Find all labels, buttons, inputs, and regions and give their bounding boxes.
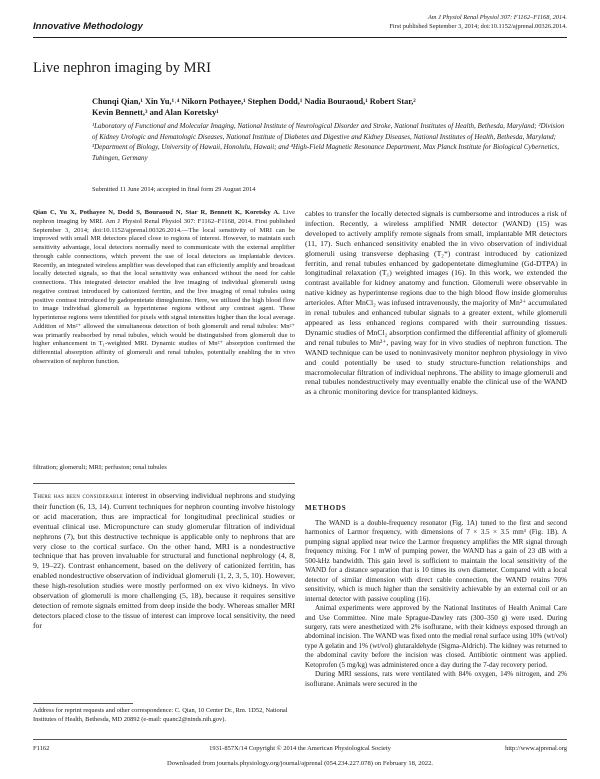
copyright-line: 1931-857X/14 Copyright © 2014 the American Physiological Society	[209, 745, 391, 752]
introduction	[33, 491, 295, 631]
page-number: F1162	[33, 745, 50, 752]
correspondence-footnote: Address for reprint requests and other correspondence: C. Qian, 10 Center Dr., Rm. 1D52, National Institutes of Health, Bethesda, MD 20892 (e-mail: quanc2@ninds.nih.gov).	[33, 707, 288, 723]
abstract-citation: Qian C, Yu X, Pothayee N, Dodd S, Bouraoud N, Star R, Bennett K, Koretsky A.	[33, 209, 280, 216]
authors-line-1: Chunqi Qian,¹ Xin Yu,¹˒⁴ Nikorn Pothayee,¹ Stephen Dodd,¹ Nadia Bouraoud,¹ Robert Star,²	[92, 97, 416, 106]
header-divider	[33, 37, 567, 38]
abstract-text: Live nephron imaging by MRI. Am J Physiol Renal Physiol 307: F1162–F1168, 2014. First published September 3, 2014; doi:10.1152/ajprenal.00326.2014.—The local sensitivity of MRI can be improved with small MR detectors placed close to regions of interest. However, to maintain such sensitivity advantage, local detectors normally need to communicate with the external amplifier through cable connections, which prevent the use of local detectors as implantable devices. Recently, an integrated wireless amplifier was developed that can efficiently amplify and broadcast locally detected signals, so that the local sensitivity was enhanced without the need for cable connections. This integrated detector enabled the live imaging of individual glomeruli using negative contrast introduced by cationized ferritin, and the live imaging of renal tubules using positive contrast introduced by gadopentetate dimeglumine. Here, we utilized the high blood flow to image individual glomeruli as hyperintense regions without any contrast agent. These hyperintense regions were identified for pixels with signal intensities higher than the local average. Addition of Mn²⁺ allowed the simultaneous detection of both glomeruli and renal tubules: Mn²⁺ was primarily reabsorbed by renal tubules, which would be distinguished from glomeruli due to higher enhancement in T₁-weighted MRI. Dynamic studies of Mn²⁺ absorption confirmed the differential absorption affinity of glomeruli and renal tubules, potentially enabling the in vivo observation of nephron function.	[33, 209, 295, 365]
published-line: First published September 3, 2014; doi:10.1152/ajprenal.00326.2014.	[389, 22, 567, 30]
submission-dates: Submitted 11 June 2014; accepted in final form 29 August 2014	[92, 186, 256, 193]
section-label: Innovative Methodology	[33, 21, 143, 32]
affiliations: ¹Laboratory of Functional and Molecular Imaging, National Institute of Neurological Disorder and Stroke, National Institutes of Health, Bethesda, Maryland; ²Division of Kidney Urologic and Hematologic Diseases, National Institute of Diabetes and Digestive and Kidney Diseases, National Institutes of Health, Bethesda, Maryland; ³Department of Biology, University of Hawaii, Honolulu, Hawaii; and ⁴High-Field Magnetic Resonance Department, Max Planck Institute for Biological Cybernetics, Tubingen, Germany	[92, 122, 565, 162]
footnote-divider	[33, 703, 133, 704]
methods-heading: METHODS	[305, 504, 347, 512]
methods-paragraph: Animal experiments were approved by the National Institutes of Health Animal Care and Use Committee. Nine male Sprague-Dawley rats (300–350 g) were used. During surgery, rats were anesthetized with 2% isoflurane, with their kidneys exposed through an abdominal incision. The WAND was fixed onto the medial renal surface using 10% (wt/vol) type A gelatin and 1% (wt/vol) glutaraldehyde (Sigma-Aldrich). The kidney was returned to the abdominal cavity before the incision was closed. Antibiotic ointment was applied. Ketoprofen (5 mg/kg) was administered once a day during the 7-day recovery period.	[305, 604, 567, 669]
journal-citation-line: Am J Physiol Renal Physiol 307: F1162–F1168, 2014.	[427, 14, 567, 21]
methods-paragraph: During MRI sessions, rats were ventilated with 84% oxygen, 14% nitrogen, and 2% isoflurane. Animals were secured in the	[305, 670, 567, 688]
author-list	[92, 96, 560, 118]
download-notice: Downloaded from journals.physiology.org/journal/ajprenal (054.234.227.078) on February 18, 2022.	[166, 760, 434, 767]
intro-continued: cables to transfer the locally detected signals is cumbersome and introduces a risk of infection. Recently, a wireless amplified NMR detector (WAND) (15) was developed to actively amplify remote signals from small, implantable MR detectors (11, 17). Such enhanced sensitivity enabled the in vivo observation of individual glomeruli using transverse dephasing (T₂*) contrast introduced by cationized ferritin, and renal tubules enhanced by gadopentetate dimeglumine (Gd-DTPA) in longitudinal relaxation (T₁) weighted images (16). In this work, we extended the contrast available for kidney anatomy and function. Glomeruli were observable in native kidney as hyperintense regions due to the high blood flow inside glomerulus arterioles. After MnCl₂ was infused intravenously, the majority of Mn²⁺ accumulated in renal tubules and enhanced tubular signals to a greater extent, while glomeruli appeared as less enhanced regions compared with their surrounding tissues. Dynamic studies of MnCl₂ absorption confirmed the differential affinity of glomeruli and renal tubules to Mn²⁺, paving way for in vivo studies of nephron function. The WAND technique can be used to noninvasively monitor nephron physiology in vivo and could potentially be used to study structure-function relationships and macromolecular filtration of individual nephrons. The ability to image glomeruli and renal tubules nondestructively may eventually enable the clinical use of the WAND as a chronic monitoring device for transplanted kidneys.	[305, 209, 568, 397]
journal-reference	[389, 14, 567, 31]
methods-section	[305, 519, 567, 689]
journal-url[interactable]: http://www.ajprenal.org	[505, 745, 567, 752]
authors-line-2: Kevin Bennett,³ and Alan Koretsky¹	[92, 108, 219, 117]
methods-paragraph: The WAND is a double-frequency resonator (Fig. 1A) tuned to the first and second harmonics of Larmor frequency, with dimensions of 7 × 3.5 × 3.5 mm³ (Fig. 1B). A pumping signal applied near twice the Larmor frequency amplifies the MR signal through frequency mixing. For 1 mW of pumping power, the WAND has a gain of 23 dB with a 500-kHz bandwidth. This gain level is sufficient to maintain the local sensitivity of the WAND for a distance separation that is 10 times its own diameter. Compared with a local detector of similar dimension with direct cable connection, the WAND retains 70% sensitivity, which is much higher than the sensitivity achievable by an external coil or an internal detector with passive coupling (16).	[305, 519, 567, 603]
abstract-divider	[33, 483, 295, 484]
article-title: Live nephron imaging by MRI	[33, 60, 212, 76]
intro-lead: There has been considerable	[33, 493, 123, 500]
footer-divider	[33, 739, 567, 740]
abstract	[33, 209, 295, 367]
keywords: filtration; glomeruli; MRI; perfusion; renal tubules	[33, 464, 167, 471]
intro-text: interest in observing individual nephrons and studying their function (6, 13, 14). Current techniques for nephron counting involve histology or acid maceration, thus are impractical for longitudinal preclinical studies or eventual clinical use. Micropuncture can study glomerular filtration of individual nephrons (7), but this destructive technique is applicable only to nephrons that are very close to the cortical surface. On the other hand, MRI is a nondestructive technique that has proven invaluable for structural and functional nephrology (4, 8, 9, 19–22). Contrast enhancement, based on the delivery of cationized ferritin, has enabled nondestructive observation of individual glomeruli (1, 2, 3, 5, 10). However, these high-resolution studies were mostly performed on ex vivo kidneys. In vivo observation of glomeruli is more challenging (5, 18), because it requires sensitive detection of remote signals emitted from deep inside the body. Whereas smaller MRI detectors placed close to the tissue of interest can improve local sensitivity, the need for	[33, 491, 295, 630]
